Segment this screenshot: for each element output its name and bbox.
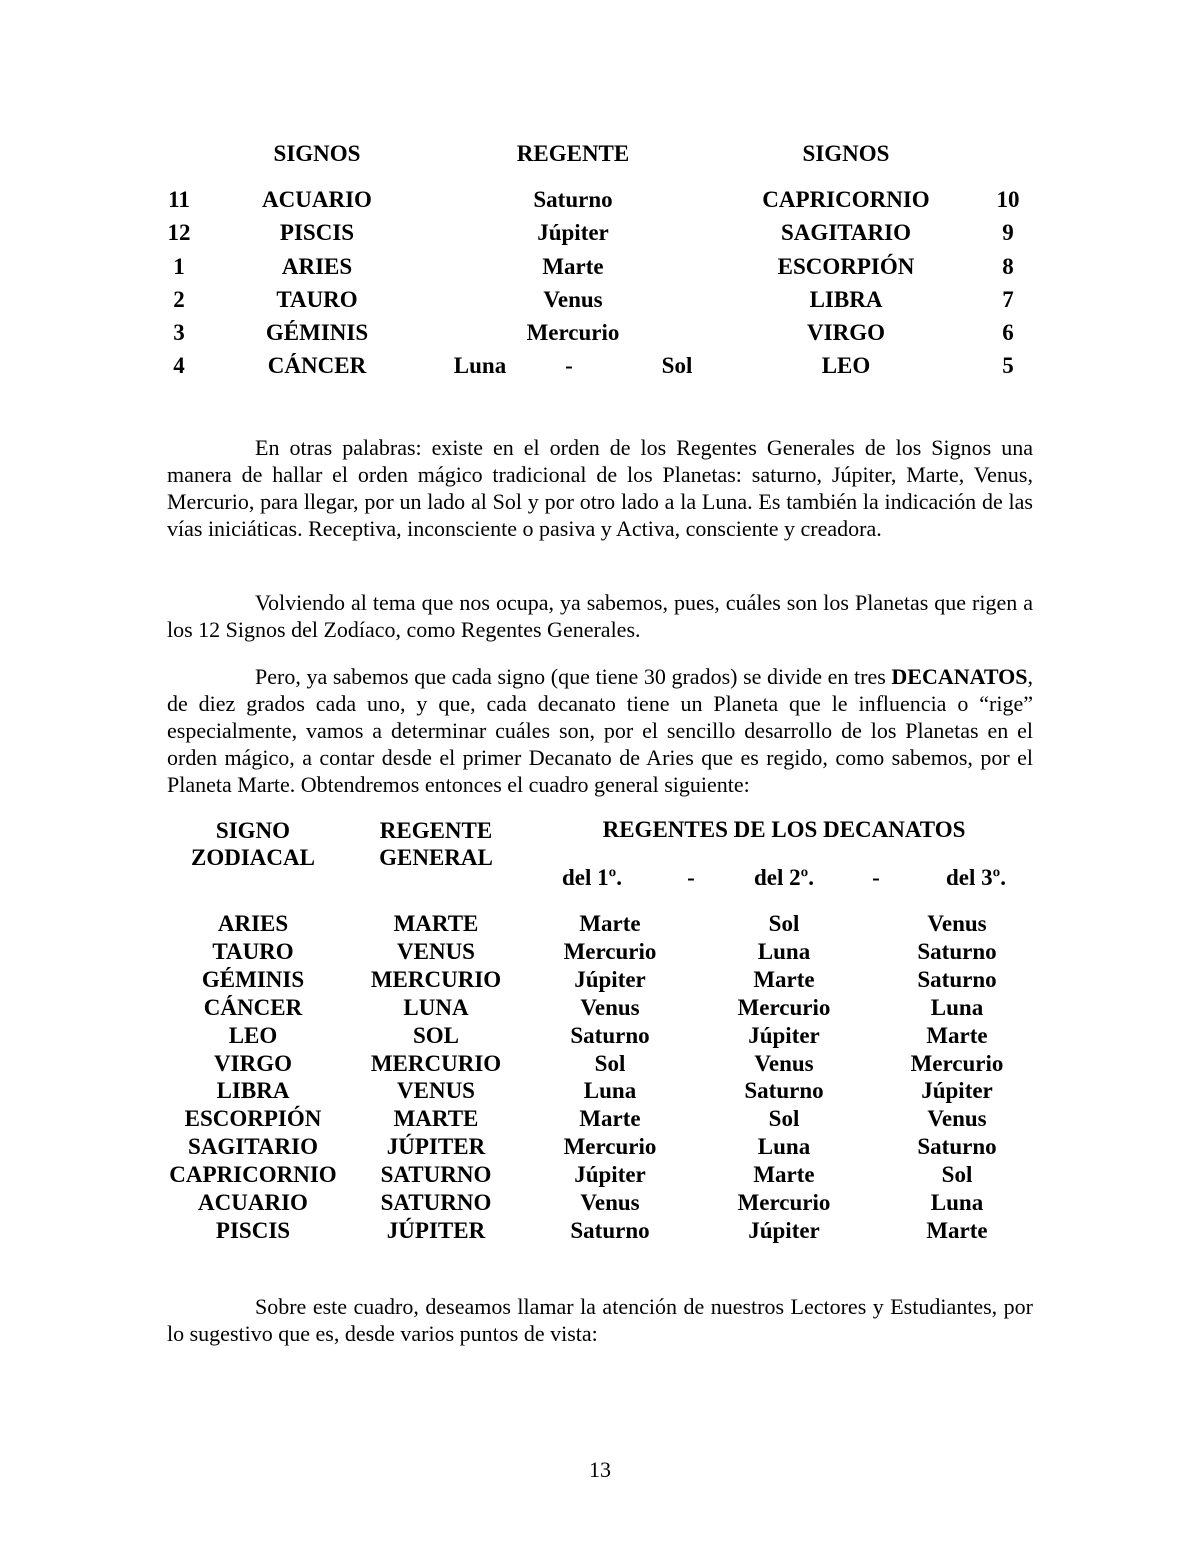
table2-cell-decanate-2: Luna bbox=[757, 939, 811, 964]
table1-regent: Saturno bbox=[533, 187, 613, 212]
table2-header-decanates: REGENTES DE LOS DECANATOS bbox=[602, 817, 966, 842]
table2-cell-decanate-2: Saturno bbox=[744, 1078, 824, 1103]
table2-cell-general: SOL bbox=[412, 1023, 460, 1048]
table2-cell-decanate-2: Mercurio bbox=[737, 1190, 831, 1215]
table1-right-num: 5 bbox=[1002, 353, 1014, 378]
table2-cell-decanate-3: Marte bbox=[926, 1023, 988, 1048]
page-number: 13 bbox=[589, 1457, 611, 1482]
table2-cell-general: LUNA bbox=[403, 995, 469, 1020]
table2-cell-general: JÚPITER bbox=[386, 1218, 486, 1243]
table2-cell-decanate-1: Saturno bbox=[570, 1023, 650, 1048]
table2-cell-decanate-3: Luna bbox=[930, 1190, 984, 1215]
table1-left-num: 3 bbox=[173, 320, 185, 345]
paragraph-text: En otras palabras: existe en el orden de los Regentes Generales de los Signos una manera de hallar el orden mágico tradicional de los Planetas: saturno, Júpiter, Marte, Venus, Mercurio, para llegar, por un lado al Sol y por otro lado a la Luna. Es también la indicación de las vías iniciáticas. Receptiva, inconsciente o pasiva y Activa, consciente y creadora. bbox=[167, 435, 1033, 541]
paragraph-bold-term: DECANATOS bbox=[891, 664, 1028, 689]
table2-cell-general: MARTE bbox=[393, 911, 479, 936]
table2-header-regent bbox=[379, 817, 493, 871]
table1-right-sign: VIRGO bbox=[807, 320, 885, 345]
table2-cell-decanate-2: Marte bbox=[753, 967, 815, 992]
table2-cell-sign: ARIES bbox=[217, 911, 289, 936]
table2-cell-sign: VIRGO bbox=[214, 1051, 292, 1076]
table2-cell-general: SATURNO bbox=[380, 1190, 492, 1215]
table2-cell-decanate-3: Luna bbox=[930, 995, 984, 1020]
table1-left-sign: ARIES bbox=[281, 254, 353, 279]
table1-right-sign: ESCORPIÓN bbox=[777, 254, 915, 279]
table1-header-signs-left: SIGNOS bbox=[273, 141, 361, 166]
table2-cell-decanate-3: Venus bbox=[927, 1106, 987, 1131]
table2-header-sign-line2: ZODIACAL bbox=[191, 845, 315, 870]
table2-cell-general: MERCURIO bbox=[370, 1051, 502, 1076]
table2-sub-first: del 1º. bbox=[562, 865, 622, 890]
table2-sub-dash: - bbox=[872, 865, 880, 890]
table2-cell-decanate-1: Venus bbox=[580, 995, 640, 1020]
table2-sub-second: del 2º. bbox=[754, 865, 814, 890]
table2-cell-general: VENUS bbox=[397, 1078, 475, 1103]
table2-cell-sign: GÉMINIS bbox=[201, 967, 305, 992]
paragraph-orden-magico bbox=[167, 434, 1033, 542]
table2-cell-sign: ACUARIO bbox=[198, 1190, 308, 1215]
table2-cell-decanate-3: Júpiter bbox=[921, 1078, 993, 1103]
table2-cell-decanate-1: Marte bbox=[579, 1106, 641, 1131]
table1-right-num: 9 bbox=[1002, 220, 1014, 245]
table2-cell-decanate-1: Sol bbox=[594, 1051, 626, 1076]
table2-cell-decanate-3: Saturno bbox=[917, 967, 997, 992]
table1-right-sign: CAPRICORNIO bbox=[762, 187, 930, 212]
table2-cell-decanate-1: Venus bbox=[580, 1190, 640, 1215]
table2-cell-decanate-1: Saturno bbox=[570, 1218, 650, 1243]
table1-left-sign: GÉMINIS bbox=[265, 320, 369, 345]
paragraph-sobre-cuadro bbox=[167, 1293, 1033, 1347]
table2-sub-third: del 3º. bbox=[946, 865, 1006, 890]
table2-cell-decanate-3: Mercurio bbox=[910, 1051, 1004, 1076]
table2-header-sign bbox=[191, 817, 315, 871]
table2-cell-sign: PISCIS bbox=[215, 1218, 291, 1243]
table1-left-sign: CÁNCER bbox=[267, 353, 367, 378]
table1-regent: Mercurio bbox=[526, 320, 620, 345]
table2-cell-decanate-3: Marte bbox=[926, 1218, 988, 1243]
paragraph-text: Pero, ya sabemos que cada signo (que tiene 30 grados) se divide en tres bbox=[255, 664, 892, 689]
paragraph-text: Sobre este cuadro, deseamos llamar la atención de nuestros Lectores y Estudiantes, por lo sugestivo que es, desde varios puntos de vista: bbox=[167, 1294, 1033, 1346]
table2-cell-decanate-1: Marte bbox=[579, 911, 641, 936]
table2-cell-decanate-3: Venus bbox=[927, 911, 987, 936]
table2-cell-decanate-2: Sol bbox=[768, 1106, 800, 1131]
table2-cell-decanate-3: Saturno bbox=[917, 1134, 997, 1159]
table2-cell-sign: LEO bbox=[228, 1023, 278, 1048]
table2-cell-decanate-3: Sol bbox=[941, 1162, 973, 1187]
table1-left-num: 11 bbox=[168, 187, 190, 212]
table1-left-num: 2 bbox=[173, 287, 185, 312]
table1-left-sign: ACUARIO bbox=[262, 187, 372, 212]
table2-cell-general: SATURNO bbox=[380, 1162, 492, 1187]
table1-right-sign: LIBRA bbox=[809, 287, 883, 312]
table2-cell-decanate-1: Júpiter bbox=[574, 1162, 646, 1187]
table2-cell-sign: ESCORPIÓN bbox=[184, 1106, 322, 1131]
table2-cell-decanate-2: Júpiter bbox=[748, 1023, 820, 1048]
table1-right-num: 8 bbox=[1002, 254, 1014, 279]
paragraph-text: Volviendo al tema que nos ocupa, ya sabemos, pues, cuáles son los Planetas que rigen a los 12 Signos del Zodíaco, como Regentes Generales. bbox=[167, 590, 1033, 642]
table1-regent: Marte bbox=[542, 254, 604, 279]
table2-cell-general: MARTE bbox=[393, 1106, 479, 1131]
table2-cell-sign: LIBRA bbox=[216, 1078, 290, 1103]
table2-cell-decanate-2: Mercurio bbox=[737, 995, 831, 1020]
table1-right-sign: SAGITARIO bbox=[781, 220, 911, 245]
paragraph-text: , de diez grados cada uno, y que, cada decanato tiene un Planeta que le influencia o “rige” especialmente, vamos a determinar cuáles son, por el sencillo desarrollo de los Planetas en el orden mágico, a contar desde el primer Decanato de Aries que es regido, como sabemos, por el Planeta Marte. Obtendremos entonces el cuadro general siguiente: bbox=[167, 664, 1033, 797]
table2-header-sign-line1: SIGNO bbox=[215, 818, 291, 843]
table1-left-num: 1 bbox=[173, 254, 185, 279]
table1-left-sign: PISCIS bbox=[279, 220, 355, 245]
table2-cell-decanate-2: Júpiter bbox=[748, 1218, 820, 1243]
table1-regent: Júpiter bbox=[537, 220, 609, 245]
table2-cell-general: JÚPITER bbox=[386, 1134, 486, 1159]
table1-regent-sun: Sol bbox=[661, 353, 693, 378]
paragraph-decanatos bbox=[167, 663, 1033, 798]
table2-header-regent-line1: REGENTE bbox=[379, 818, 493, 843]
table1-left-num: 4 bbox=[173, 353, 185, 378]
table1-header-signs-right: SIGNOS bbox=[802, 141, 890, 166]
table2-cell-decanate-2: Venus bbox=[754, 1051, 814, 1076]
table2-cell-sign: SAGITARIO bbox=[188, 1134, 318, 1159]
table2-cell-sign: CÁNCER bbox=[203, 995, 303, 1020]
table2-header-regent-line2: GENERAL bbox=[379, 845, 493, 870]
paragraph-regentes-generales bbox=[167, 589, 1033, 643]
table1-regent-moon: Luna bbox=[453, 353, 507, 378]
table1-regent: Venus bbox=[543, 287, 603, 312]
table1-header-regent: REGENTE bbox=[516, 141, 630, 166]
table1-regent-dash: - bbox=[565, 353, 573, 378]
table2-cell-sign: TAURO bbox=[212, 939, 294, 964]
table1-left-num: 12 bbox=[167, 220, 191, 245]
table2-cell-sign: CAPRICORNIO bbox=[169, 1162, 337, 1187]
table2-cell-decanate-1: Mercurio bbox=[563, 1134, 657, 1159]
table2-cell-decanate-1: Mercurio bbox=[563, 939, 657, 964]
table2-sub-dash: - bbox=[687, 865, 695, 890]
table2-cell-decanate-2: Sol bbox=[768, 911, 800, 936]
table2-cell-decanate-2: Luna bbox=[757, 1134, 811, 1159]
table2-cell-decanate-2: Marte bbox=[753, 1162, 815, 1187]
table2-cell-general: VENUS bbox=[397, 939, 475, 964]
table1-right-sign: LEO bbox=[821, 353, 871, 378]
table2-cell-decanate-1: Júpiter bbox=[574, 967, 646, 992]
table1-right-num: 10 bbox=[996, 187, 1020, 212]
table1-right-num: 6 bbox=[1002, 320, 1014, 345]
table1-right-num: 7 bbox=[1002, 287, 1014, 312]
table2-cell-decanate-3: Saturno bbox=[917, 939, 997, 964]
table2-cell-general: MERCURIO bbox=[370, 967, 502, 992]
table2-cell-decanate-1: Luna bbox=[583, 1078, 637, 1103]
table1-left-sign: TAURO bbox=[276, 287, 358, 312]
